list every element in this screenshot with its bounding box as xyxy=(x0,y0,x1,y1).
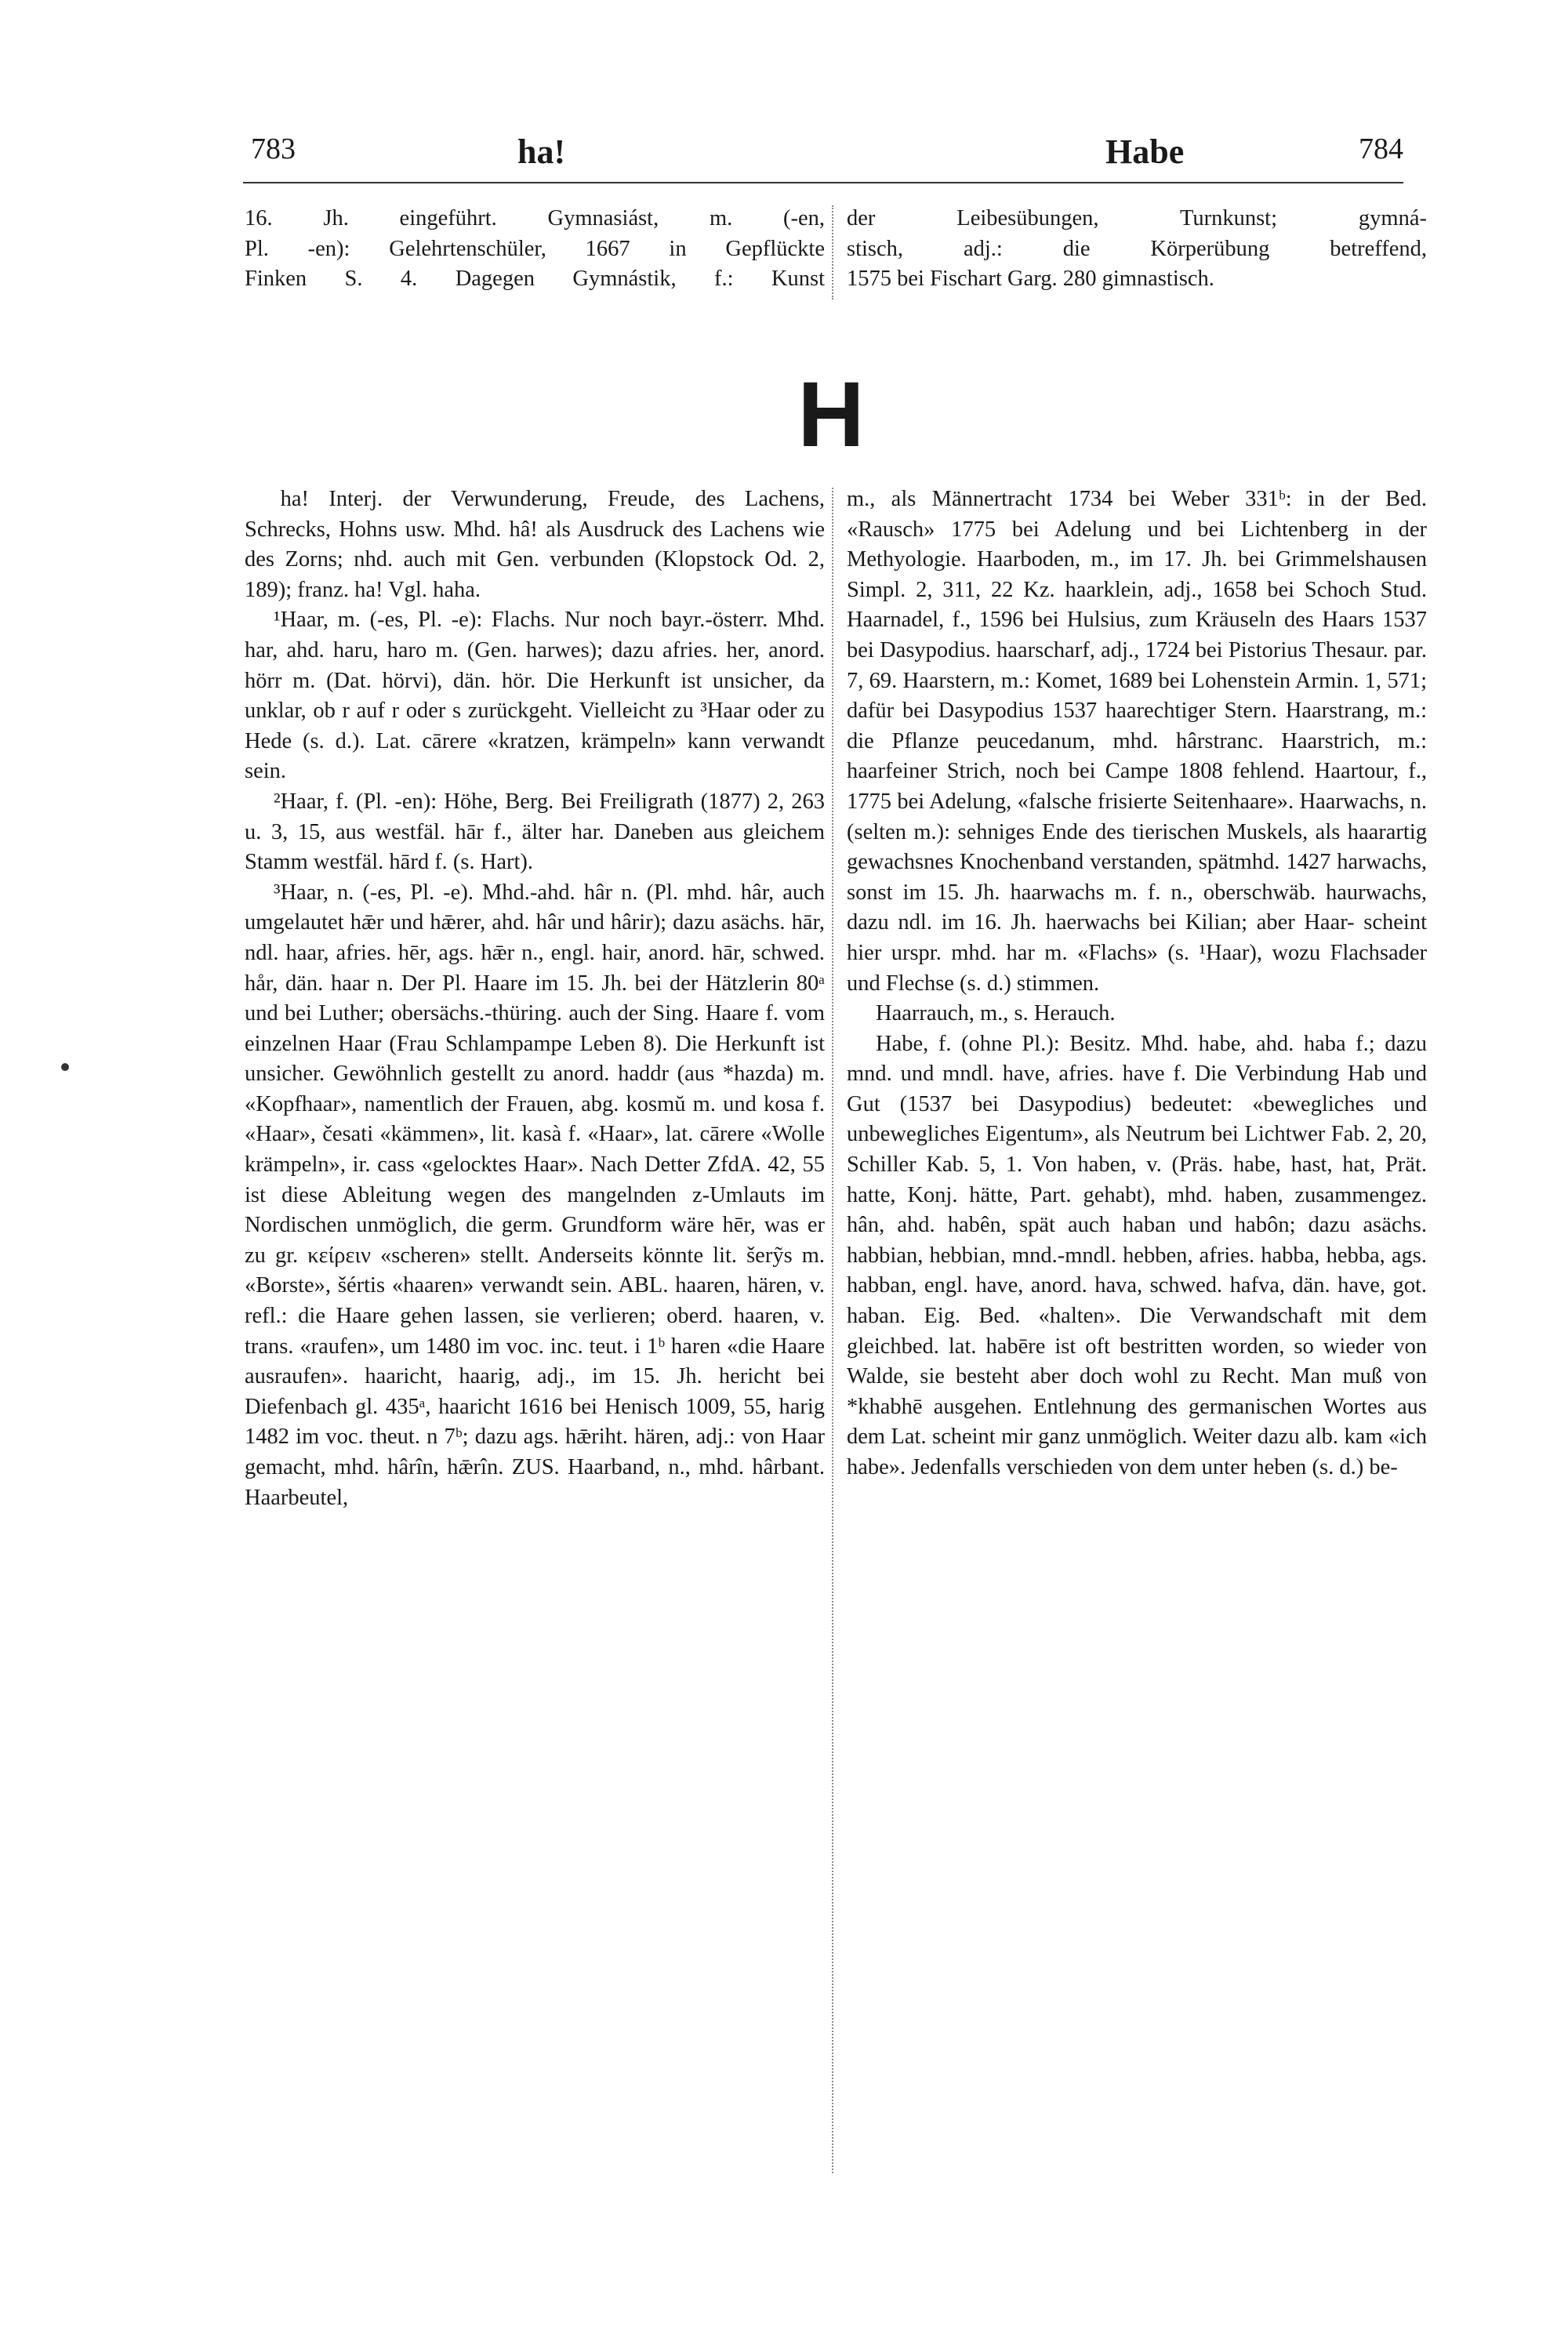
column-divider xyxy=(832,488,833,2173)
page-number-left: 783 xyxy=(251,132,296,165)
entry-line: stisch, adj.: die Körperübung betreffend, xyxy=(847,236,1427,261)
margin-dot xyxy=(61,1063,69,1071)
right-column xyxy=(847,485,1427,1483)
entry-ha: ha! Interj. der Verwunderung, Freude, des Lachens, Schrecks, Hohns usw. Mhd. hâ! als Ausdruck des Lachens wie des Zorns; nhd. auch mit Gen. verbunden (Klopstock Od. 2, 189); franz. ha! Vgl. haha. xyxy=(245,487,825,602)
running-header xyxy=(235,132,1403,179)
page-number-right: 784 xyxy=(1359,132,1403,165)
entry-habe: Habe, f. (ohne Pl.): Besitz. Mhd. habe, ahd. haba f.; dazu mnd. und mndl. have, afries. have f. Die Verbindung Hab und Gut (1537 bei Dasypodius) bedeutet: «bewegliches und unbewegliches Eigentum», als Neutrum bei Lichtwer Fab. 2, 20, Schiller Kab. 5, 1. Von haben, v. (Präs. habe, hast, hat, Prät. hatte, Konj. hätte, Part. gehabt), mhd. haben, zusammengez. hân, ahd. habên, spät auch haban und habôn; dazu asächs. habbian, hebbian, mnd.-mndl. hebben, afries. habba, hebba, ags. habban, engl. have, anord. hava, schwed. hafva, dän. have, got. haban. Eig. Bed. «halten». Die Verwandschaft mit dem gleichbed. lat. habēre ist oft bestritten worden, so wieder von Walde, sie besteht aber doch wohl zu Recht. Man muß von *khabhē ausgehen. Entlehnung des germanischen Wortes aus dem Lat. scheint mir ganz unmöglich. Weiter dazu alb. kam «ich habe». Jedenfalls verschieden von dem unter heben (s. d.) be- xyxy=(847,1031,1427,1479)
entry-haar-2: ²Haar, f. (Pl. -en): Höhe, Berg. Bei Freiligrath (1877) 2, 263 u. 3, 15, aus westfäl. hār f., älter har. Daneben aus gleichem Stamm westfäl. hārd f. (s. Hart). xyxy=(245,789,825,875)
entry-line: Pl. -en): Gelehrtenschüler, 1667 in Gepflückte xyxy=(245,236,825,261)
entry-line: Finken S. 4. Dagegen Gymnástik, f.: Kunst xyxy=(245,267,825,292)
entry-haarrauch: Haarrauch, m., s. Herauch. xyxy=(876,1001,1116,1026)
left-column xyxy=(245,485,825,1513)
entry-line: 16. Jh. eingeführt. Gymnasiást, m. (-en, xyxy=(245,206,825,230)
section-letter: H xyxy=(797,363,865,466)
top-entry-right xyxy=(847,204,1427,295)
top-entry-left xyxy=(245,204,825,295)
header-rule xyxy=(243,182,1403,183)
running-headword-right: Habe xyxy=(1105,132,1185,171)
entry-line: der Leibesübungen, Turnkunst; gymná- xyxy=(847,206,1427,230)
entry-haar-1: ¹Haar, m. (-es, Pl. -e): Flachs. Nur noch bayr.-österr. Mhd. har, ahd. haru, haro m. (Gen. harwes); dazu afries. her, anord. hörr m. (Dat. hörvi), dän. hör. Die Herkunft ist unsicher, da unklar, ob r auf r oder s zurückgeht. Vielleicht zu ³Haar oder zu Hede (s. d.). Lat. cārere «kratzen, krämpeln» kann verwandt sein. xyxy=(245,608,825,784)
entry-haar-3-continued: m., als Männertracht 1734 bei Weber 331ᵇ: in der Bed. «Rausch» 1775 bei Adelung und bei Lichtenberg in der Methyologie. Haarboden, m., im 17. Jh. bei Grimmelshausen Simpl. 2, 311, 22 Kz. haarklein, adj., 1658 bei Schoch Stud. Haarnadel, f., 1596 bei Hulsius, zum Kräuseln des Haars 1537 bei Dasypodius. haarscharf, adj., 1724 bei Pistorius Thesaur. par. 7, 69. Haarstern, m.: Komet, 1689 bei Lohenstein Armin. 1, 571; dafür bei Dasypodius 1537 haarechtiger Stern. Haarstrang, m.: die Pflanze peucedanum, mhd. hârstranc. Haarstrich, m.: haarfeiner Strich, noch bei Campe 1808 fehlend. Haartour, f., 1775 bei Adelung, «falsche frisierte Seitenhaare». Haarwachs, n. (selten m.): sehniges Ende des tierischen Muskels, als haarartig gewachsnes Knochenband verstanden, spätmhd. 1427 harwachs, sonst im 15. Jh. haarwachs m. f. n., oberschwäb. haurwachs, dazu ndl. im 16. Jh. haerwachs bei Kilian; aber Haar- scheint hier urspr. mhd. har m. «Flachs» (s. ¹Haar), wozu Flachsader und Flechse (s. d.) stimmen. xyxy=(847,487,1427,996)
running-headword-left: ha! xyxy=(517,132,566,171)
entry-haar-3: ³Haar, n. (-es, Pl. -e). Mhd.-ahd. hâr n. (Pl. mhd. hâr, auch umgelautet hǣr und hǣrer, ahd. hâr und hârir); dazu asächs. hār, ndl. haar, afries. hēr, ags. hǣr n., engl. hair, anord. hār, schwed. hår, dän. haar n. Der Pl. Haare im 15. Jh. bei der Hätzlerin 80ᵃ und bei Luther; obersächs.-thüring. auch der Sing. Haare f. vom einzelnen Haar (Frau Schlampampe Leben 8). Die Herkunft ist unsicher. Gewöhnlich gestellt zu anord. haddr (aus *hazda) m. «Kopfhaar», namentlich der Frauen, abg. kosmŭ m. und kosa f. «Haar», česati «kämmen», lit. kasà f. «Haar», lat. cārere «Wolle krämpeln», ir. cass «gelocktes Haar». Nach Detter ZfdA. 42, 55 ist diese Ableitung wegen des mangelnden z-Umlauts im Nordischen unmöglich, die germ. Grundform wäre hēr, was er zu gr. κείρειν «scheren» stellt. Anderseits könnte lit. šerỹs m. «Borste», šértis «haaren» verwandt sein. ABL. haaren, hären, v. refl.: die Haare gehen lassen, sie verlieren; oberd. haaren, v. trans. «raufen», um 1480 im voc. inc. teut. i 1ᵇ haren «die Haare ausraufen». haaricht, haarig, adj., im 15. Jh. hericht bei Diefenbach gl. 435ᵃ, haaricht 1616 bei Henisch 1009, 55, harig 1482 im voc. theut. n 7ᵇ; dazu ags. hǣriht. hären, adj.: von Haar gemacht, mhd. hârîn, hǣrîn. ZUS. Haarband, n., mhd. hârbant. Haarbeutel, xyxy=(245,880,825,1510)
column-divider-top xyxy=(832,205,833,299)
entry-line: 1575 bei Fischart Garg. 280 gimnastisch. xyxy=(847,267,1214,292)
